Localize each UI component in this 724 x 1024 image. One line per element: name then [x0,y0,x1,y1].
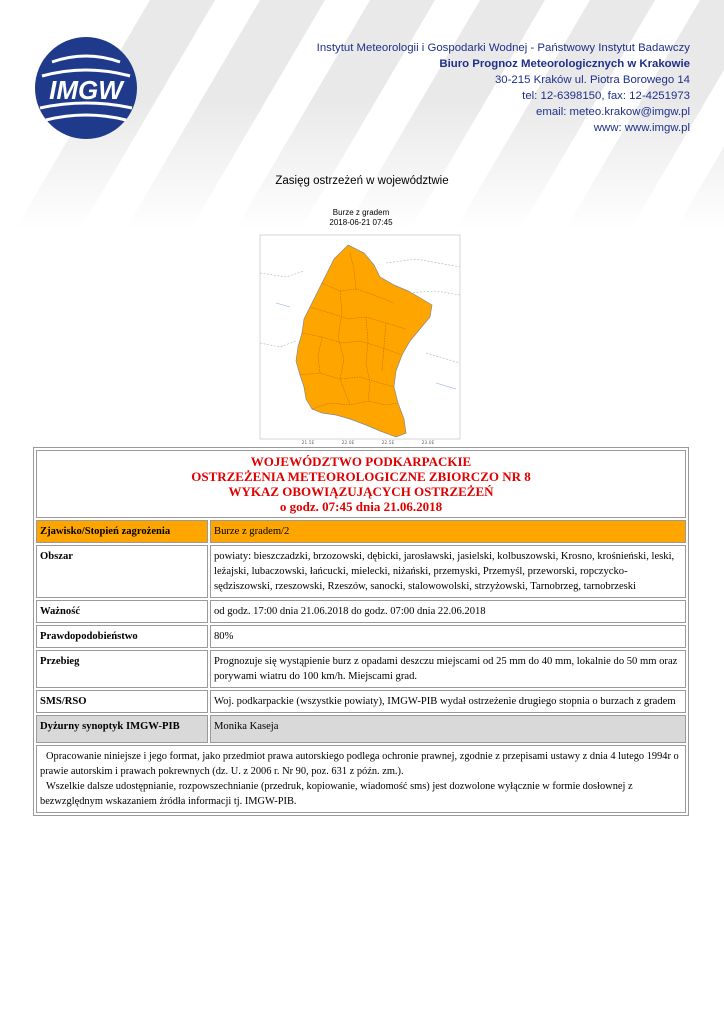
row-value: Woj. podkarpackie (wszystkie powiaty), IMGW-PIB wydał ostrzeżenie drugiego stopnia o burzach z gradem [210,690,686,713]
table-row [36,690,686,713]
list-title: WYKAZ OBOWIĄZUJĄCYCH OSTRZEŻEŃ [228,484,494,499]
row-label: Przebieg [36,650,208,688]
issue-time: o godz. 07:45 dnia 21.06.2018 [279,499,443,514]
row-label: Zjawisko/Stopień zagrożenia [36,520,208,543]
map-date: 2018-06-21 07:45 [329,218,393,227]
podkarpackie-region [296,245,432,437]
row-value: 80% [210,625,686,648]
imgw-logo [34,36,138,140]
row-label: Dyżurny synoptyk IMGW-PIB [36,715,208,743]
row-label: Prawdopodobieństwo [36,625,208,648]
map-title: Burze z gradem [332,208,390,217]
logo-text: IMGW [49,75,123,105]
warning-header [36,450,686,518]
map-heading: Zasięg ostrzeżeń w województwie [275,175,449,187]
table-row [36,600,686,623]
row-label: Ważność [36,600,208,623]
table-row [36,520,686,543]
region-map [256,233,466,445]
lon-tick-3: 22.5E [381,441,395,445]
office-name: Biuro Prognoz Meteorologicznych w Krakowie [439,58,690,70]
row-value: Burze z gradem/2 [210,520,686,543]
row-value: Prognozuje się wystąpienie burz z opadami deszczu miejscami od 25 mm do 40 mm, lokalnie do 50 mm oraz porywami wiatru do 100 km/h. Miejscami grad. [210,650,686,688]
lon-tick-4: 23.0E [421,441,435,445]
website: www: www.imgw.pl [593,122,690,134]
lon-tick-2: 22.0E [341,441,355,445]
institute-name: Instytut Meteorologii i Gospodarki Wodnej - Państwowy Instytut Badawczy [316,42,690,54]
row-value: Monika Kaseja [210,715,686,743]
voivodeship-title: WOJEWÓDZTWO PODKARPACKIE [250,454,472,469]
copyright-text: Opracowanie niniejsze i jego format, jako przedmiot prawa autorskiego podlega ochronie prawnej, zgodnie z przepisami ustawy z dnia 4 lutego 1994r o prawie autorskim i prawach pokrewnych (dz. U. z 2006 r. Nr 90, poz. 631 z późn. zm.). [40,751,679,777]
row-value: od godz. 17:00 dnia 21.06.2018 do godz. 07:00 dnia 22.06.2018 [210,600,686,623]
email: email: meteo.krakow@imgw.pl [536,106,690,118]
lon-tick-1: 21.5E [301,441,315,445]
phone-fax: tel: 12-6398150, fax: 12-4251973 [522,90,690,102]
table-row [36,625,686,648]
table-row [36,650,686,688]
address: 30-215 Kraków ul. Piotra Borowego 14 [494,74,690,86]
table-row [36,545,686,598]
warning-table [33,447,689,816]
bulletin-title: OSTRZEŻENIA METEOROLOGICZNE ZBIORCZO NR 8 [191,469,531,484]
row-value: powiaty: bieszczadzki, brzozowski, dębicki, jarosławski, jasielski, kolbuszowski, Krosno, krośnieński, leski, leżajski, lubaczowski, łańcucki, mielecki, niżański, przemyski, Przemyśl, przeworski, ropczycko-sędziszowski, rzeszowski, Rzeszów, sanocki, stalowowolski, strzyżowski, Tarnobrzeg, tarnobrzeski [210,545,686,598]
warning-map [256,205,466,445]
table-row [36,715,686,743]
copyright-notice [36,745,686,813]
redistribution-text: Wszelkie dalsze udostępnianie, rozpowszechnianie (przedruk, kopiowanie, wiadomość sms) jest dozwolone wyłącznie w formie dosłownej z bezwzględnym wskazaniem źródła informacji tj. IMGW-PIB. [40,781,633,807]
row-label: SMS/RSO [36,690,208,713]
institute-info [317,40,690,136]
row-label: Obszar [36,545,208,598]
